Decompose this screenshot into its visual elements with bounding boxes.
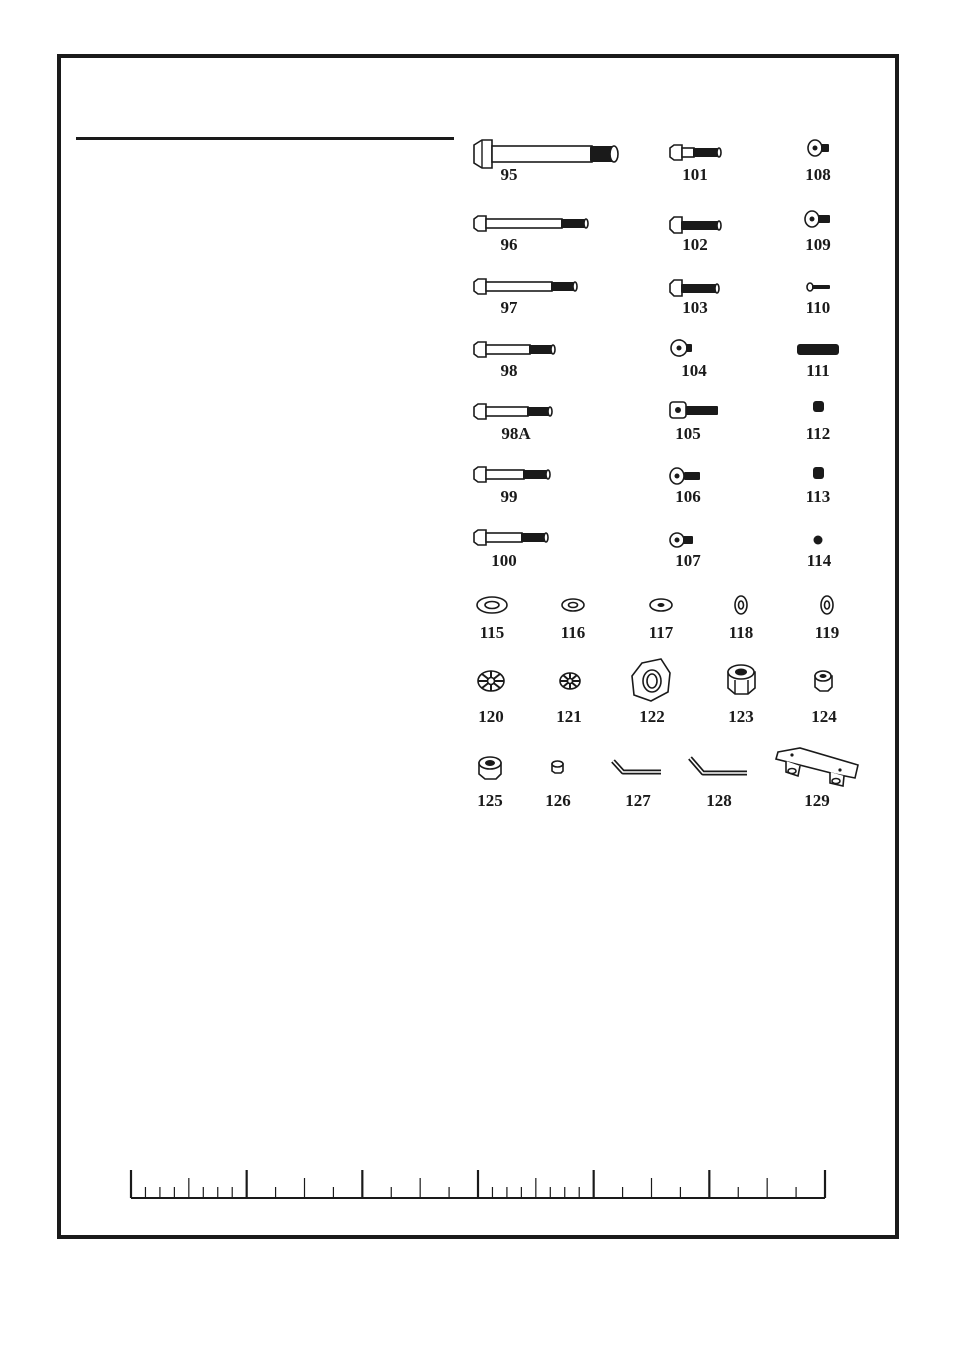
bolt-96 (474, 216, 588, 254)
part-label: 109 (805, 235, 831, 254)
screw-110 (806, 283, 831, 317)
bolt-95 (474, 140, 618, 184)
bracket-129 (776, 748, 858, 810)
part-label: 112 (805, 424, 831, 443)
part-label: 116 (560, 623, 586, 642)
part-label: 105 (675, 424, 701, 443)
part-label: 129 (804, 791, 830, 810)
part-label: 125 (477, 791, 503, 810)
part-label: 110 (805, 298, 831, 317)
bolt-99 (474, 467, 550, 506)
part-label: 108 (805, 165, 831, 184)
ruler (131, 1170, 825, 1198)
washer-115 (477, 597, 507, 642)
bolt-103 (670, 280, 719, 317)
set-screw-112 (806, 401, 831, 443)
part-label: 104 (681, 361, 707, 380)
part-label: 98A (501, 424, 531, 443)
bolt-98 (474, 342, 555, 380)
part-label: 127 (625, 791, 651, 810)
part-label: 118 (728, 623, 754, 642)
lock-nut-123 (728, 665, 755, 726)
hex-key-127 (613, 761, 661, 810)
bolt-98a (474, 404, 552, 443)
part-label: 106 (675, 487, 701, 506)
part-label: 124 (811, 707, 837, 726)
part-label: 128 (706, 791, 732, 810)
set-screw-114 (807, 536, 832, 571)
part-label: 123 (728, 707, 754, 726)
screw-104 (671, 340, 707, 380)
part-label: 101 (682, 165, 708, 184)
part-label: 100 (491, 551, 517, 570)
bolt-97 (474, 279, 577, 317)
part-label: 114 (806, 551, 832, 570)
lock-washer-118 (729, 596, 754, 642)
part-label: 119 (814, 623, 840, 642)
washer-116 (561, 599, 586, 642)
part-label: 120 (478, 707, 504, 726)
lock-nut-125 (477, 757, 503, 810)
part-label: 126 (545, 791, 571, 810)
part-label: 97 (500, 298, 518, 317)
bolt-100 (474, 530, 548, 570)
lock-nut-124 (811, 671, 837, 726)
bolt-102 (670, 217, 721, 254)
part-label: 103 (682, 298, 708, 317)
set-screw-113 (806, 467, 831, 506)
part-label: 99 (500, 487, 518, 506)
screw-105 (670, 402, 718, 443)
screw-109 (805, 211, 831, 254)
lock-washer-119 (815, 596, 840, 642)
washer-117 (649, 599, 674, 642)
part-label: 122 (639, 707, 665, 726)
nut-121 (556, 673, 582, 726)
part-label: 96 (500, 235, 518, 254)
rod-111 (797, 344, 839, 380)
screw-107 (670, 533, 701, 570)
part-label: 113 (805, 487, 831, 506)
hex-key-128 (690, 758, 747, 810)
screw-106 (670, 468, 701, 506)
part-label: 111 (806, 361, 830, 380)
nut-120 (478, 671, 504, 726)
screw-108 (805, 140, 831, 184)
bolt-101 (670, 145, 721, 184)
hex-nut-122 (632, 659, 670, 726)
nut-126 (545, 761, 571, 810)
part-label: 107 (675, 551, 701, 570)
part-label: 115 (479, 623, 505, 642)
part-label: 102 (682, 235, 708, 254)
part-label: 121 (556, 707, 582, 726)
part-label: 98 (500, 361, 518, 380)
part-label: 95 (500, 165, 518, 184)
part-label: 117 (648, 623, 674, 642)
